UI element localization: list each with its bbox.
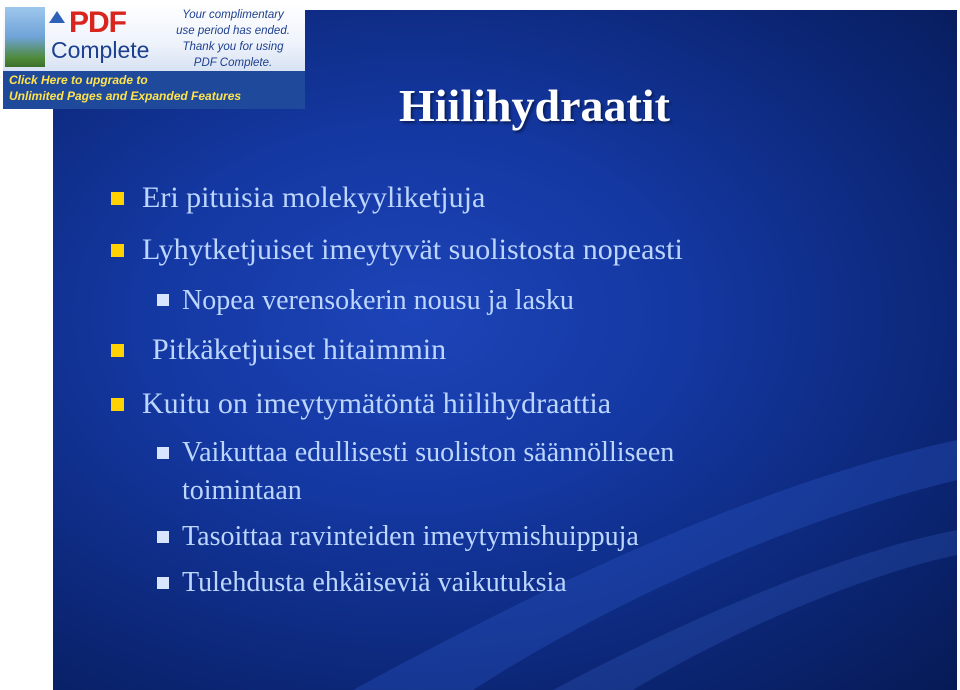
sub-bullet-text-continued: toimintaan [182, 475, 302, 506]
brand-pdf: PDF [69, 6, 126, 39]
bullet-marker [111, 398, 124, 411]
sub-bullet-text: Nopea verensokerin nousu ja lasku [182, 285, 574, 316]
sub-bullet-marker [157, 294, 169, 306]
bullet-text: Lyhytketjuiset imeytyvät suolistosta nopeasti [142, 233, 683, 266]
bullet-text: Eri pituisia molekyyliketjuja [142, 181, 486, 214]
sub-bullet-text: Tasoittaa ravinteiden imeytymishuippuja [182, 521, 639, 552]
logo-photo-icon [5, 7, 45, 67]
sub-bullet-text: Tulehdusta ehkäiseviä vaikutuksia [182, 567, 567, 598]
bullet-marker [111, 192, 124, 205]
pdf-logo-chevron-icon [49, 11, 65, 23]
upgrade-link[interactable] [9, 72, 303, 104]
bullet-text: Kuitu on imeytymätöntä hiilihydraattia [142, 387, 612, 420]
brand-complete: Complete [51, 37, 150, 63]
notice-line: Your complimentary [182, 9, 284, 21]
upgrade-banner[interactable] [3, 3, 305, 109]
sub-bullet-marker [157, 531, 169, 543]
bullet-marker [111, 344, 124, 357]
sub-bullet-text: Vaikuttaa edullisesti suoliston säännölliseen [182, 437, 675, 468]
cta-line[interactable]: Click Here to upgrade to [9, 73, 148, 87]
sub-bullet-marker [157, 577, 169, 589]
bullet-text: Pitkäketjuiset hitaimmin [152, 333, 447, 366]
trial-notice [163, 7, 303, 71]
notice-line: Thank you for using [182, 41, 284, 53]
slide-title: Hiilihydraatit [399, 80, 670, 131]
bullet-marker [111, 244, 124, 257]
sub-bullet-marker [157, 447, 169, 459]
cta-line[interactable]: Unlimited Pages and Expanded Features [9, 89, 242, 103]
notice-line: use period has ended. [176, 25, 290, 37]
notice-line: PDF Complete. [193, 57, 273, 69]
